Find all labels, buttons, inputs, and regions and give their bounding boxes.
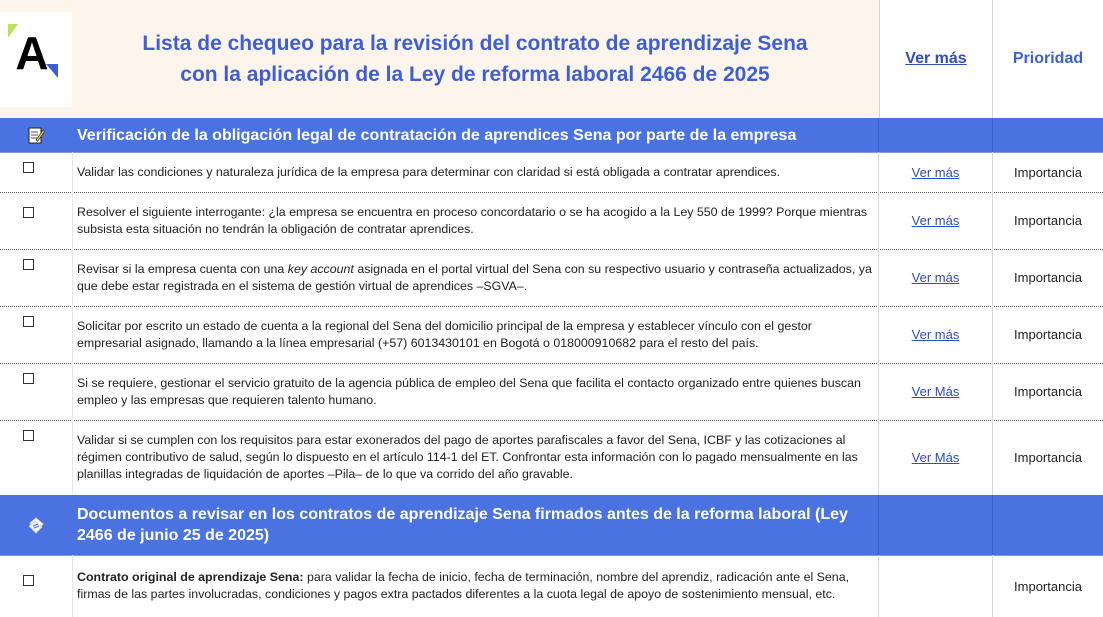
divider [992, 495, 993, 555]
table-row [0, 192, 1103, 250]
item-bold-label: Contrato original de aprendizaje Sena: [77, 570, 304, 584]
priority-value: Importancia [1014, 450, 1082, 465]
checkbox[interactable] [23, 430, 34, 441]
table-row [0, 555, 1103, 617]
header-ver-mas-link[interactable] [879, 0, 992, 118]
logo [0, 12, 72, 107]
checkbox[interactable] [23, 207, 34, 218]
ver-mas-link[interactable]: Ver más [911, 213, 960, 228]
priority-value: Importancia [1014, 164, 1082, 180]
page-title [72, 0, 878, 118]
priority-value: Importancia [1014, 327, 1082, 342]
logo-letter: A [15, 27, 49, 79]
item-text: Validar las condiciones y naturaleza jurídica de la empresa para determinar con claridad si está obligada a contratar aprendices. [77, 164, 780, 179]
priority-value: Importancia [1014, 578, 1082, 594]
item-text: Revisar si la empresa cuenta con una key account asignada en el portal virtual del Sena con su respectivo usuario y contraseña actualizados, ya que debe estar registrada en el sistema de gestión virtual de aprendices –SGVA–. [77, 261, 872, 293]
section-2-bar [0, 495, 1103, 556]
divider [992, 118, 993, 152]
checkbox[interactable] [23, 575, 34, 586]
table-row [0, 363, 1103, 421]
ver-mas-link[interactable]: Ver más [911, 270, 960, 285]
key-account-term: key account [287, 261, 354, 276]
table-row [0, 152, 1103, 193]
document-stack-icon [0, 495, 72, 555]
ver-mas-link[interactable]: Ver Más [911, 450, 960, 465]
section-1-title: Verificación de la obligación legal de contratación de aprendices Sena por parte de la empresa [77, 126, 797, 144]
empty-link-cell [878, 555, 992, 617]
header-priority [992, 0, 1103, 118]
checkbox[interactable] [23, 373, 34, 384]
checkbox[interactable] [23, 162, 34, 173]
ver-mas-link[interactable]: Ver más [911, 327, 960, 342]
ver-mas-link[interactable]: Ver Más [911, 384, 960, 399]
priority-value: Importancia [1014, 270, 1082, 285]
item-text: Validar si se cumplen con los requisitos para estar exonerados del pago de aportes parafiscales a favor del Sena, ICBF y las cotizaciones al régimen contributivo de salud, según lo dispuesto en el artículo 114-1 del ET. Confrontar esta información con lo pagado mensualmente en las planillas integradas de liquidación de aportes –Pila– de lo que va corrido del año gravable. [77, 433, 858, 481]
checkbox[interactable] [23, 259, 34, 270]
table-row [0, 306, 1103, 364]
priority-value: Importancia [1014, 213, 1082, 228]
divider [878, 118, 879, 152]
section-2-title-line-2: 2466 de junio 25 de 2025) [77, 527, 270, 544]
divider [878, 495, 879, 555]
header-priority-label: Prioridad [1012, 50, 1084, 67]
title-line-1: Lista de chequeo para la revisión del contrato de aprendizaje Sena [142, 32, 808, 55]
section-1-bar [0, 118, 1103, 153]
header-ver-mas-label[interactable]: Ver más [905, 50, 967, 67]
header-row [0, 0, 1103, 118]
section-2-title-line-1: Documentos a revisar en los contratos de aprendizaje Sena firmados antes de la reforma laboral (Ley [77, 506, 848, 523]
item-text: Si se requiere, gestionar el servicio gratuito de la agencia pública de empleo del Sena que facilita el contacto organizado entre quienes buscan empleo y las empresas que requieren talento humano. [77, 375, 861, 407]
table-row [0, 420, 1103, 496]
ver-mas-link[interactable]: Ver más [911, 164, 960, 180]
item-text: Contrato original de aprendizaje Sena: para validar la fecha de inicio, fecha de terminación, nombre del aprendiz, radicación ante el Sena, firmas de las partes involucradas, condiciones y pagos extra pactados diferentes a la cuota legal de apoyo de sostenimiento mensual, etc. [77, 570, 850, 601]
checkbox[interactable] [23, 316, 34, 327]
notepad-icon [0, 118, 72, 152]
item-text: Solicitar por escrito un estado de cuenta a la regional del Sena del domicilio principal de la empresa y establecer vínculo con el gestor empresarial asignado, llamando a la línea empresarial (+57) 6013430101 en Bogotá o 018000910682 para el resto del país. [77, 318, 812, 350]
table-row [0, 249, 1103, 307]
section-2-title [72, 495, 878, 555]
title-line-2: con la aplicación de la Ley de reforma laboral 2466 de 2025 [180, 63, 770, 86]
priority-value: Importancia [1014, 384, 1082, 399]
item-text: Resolver el siguiente interrogante: ¿la empresa se encuentra en proceso concordatario o se ha acogido a la Ley 550 de 1999? Porque mientras subsista esta situación no tendrán la obligación de contratar aprendices. [77, 204, 868, 236]
